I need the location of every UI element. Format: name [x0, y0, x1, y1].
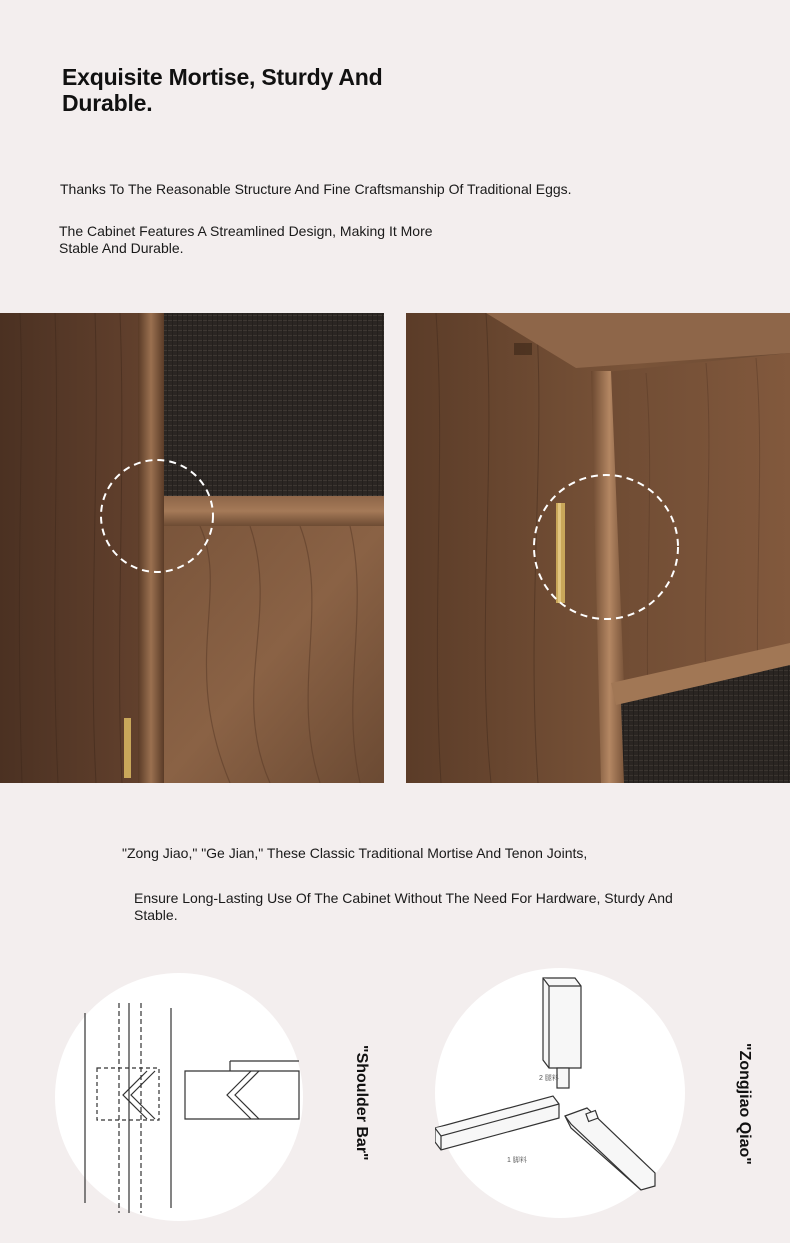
joints-line-2: Ensure Long-Lasting Use Of The Cabinet Without The Need For Hardware, Sturdy And Stable. [134, 890, 673, 923]
intro-line-2: The Cabinet Features A Streamlined Design, Making It More Stable And Durable. [59, 223, 433, 256]
label-shoulder-bar: "Shoulder Bar" [353, 1045, 370, 1161]
photo-door-joint-art [0, 313, 384, 783]
photo-door-joint [0, 313, 384, 783]
diagram-zongjiao-qiao-art [435, 968, 685, 1218]
intro-line-1: Thanks To The Reasonable Structure And Fine Craftsmanship Of Traditional Eggs. [60, 181, 572, 197]
photo-cabinet-corner [406, 313, 790, 783]
joints-line-1: "Zong Jiao," "Ge Jian," These Classic Traditional Mortise And Tenon Joints, [122, 845, 588, 861]
diagram-shoulder-bar [55, 973, 303, 1221]
diagram-note-rail: 1 脚料 [507, 1157, 527, 1164]
label-zongjiao-qiao: "Zongjiao Qiao" [736, 1043, 753, 1165]
photo-cabinet-corner-art [406, 313, 790, 783]
page-title: Exquisite Mortise, Sturdy And Durable. [62, 64, 383, 116]
diagram-note-leg: 2 腿料 [539, 1075, 559, 1082]
diagram-zongjiao-qiao [435, 968, 685, 1218]
diagram-shoulder-bar-art [55, 973, 303, 1221]
